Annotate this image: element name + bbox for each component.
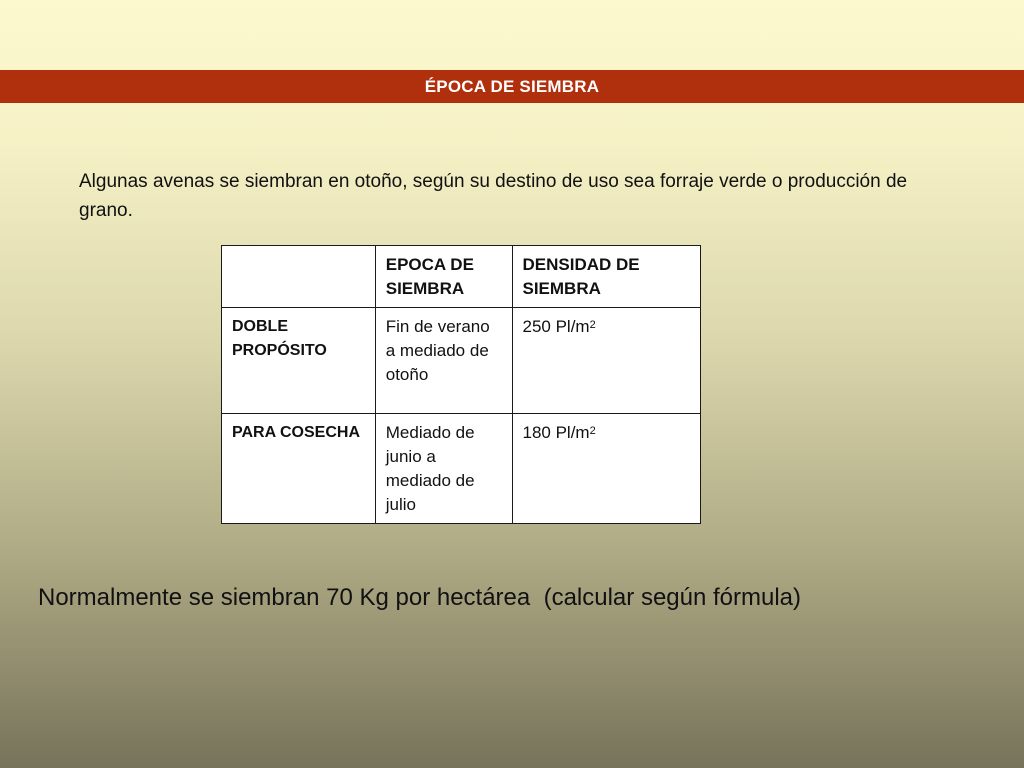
densidad-exponent: 2 [589, 319, 596, 331]
sowing-table [221, 245, 701, 524]
densidad-exponent: 2 [589, 425, 596, 437]
densidad-value: 180 Pl/m [522, 423, 590, 442]
row-label-para-cosecha: PARA COSECHA [222, 414, 376, 524]
row-label-doble-proposito: DOBLE PROPÓSITO [222, 308, 376, 414]
table-header-row [222, 246, 701, 308]
table-header-epoca: EPOCA DE SIEMBRA [375, 246, 512, 308]
cell-epoca-para-cosecha: Mediado de junio a mediado de julio [375, 414, 512, 524]
footer-note: Normalmente se siembran 70 Kg por hectárea (calcular según fórmula) [38, 584, 802, 611]
table-row [222, 308, 701, 414]
slide-title: ÉPOCA DE SIEMBRA [424, 76, 600, 96]
table-header-densidad: DENSIDAD DE SIEMBRA [512, 246, 701, 308]
cell-epoca-doble-proposito: Fin de verano a mediado de otoño [375, 308, 512, 414]
cell-densidad-doble-proposito [512, 308, 701, 414]
cell-densidad-para-cosecha [512, 414, 701, 524]
table-row [222, 414, 701, 524]
title-bar [0, 70, 1024, 103]
densidad-value: 250 Pl/m [522, 317, 590, 336]
table-header-empty [222, 246, 376, 308]
intro-paragraph: Algunas avenas se siembran en otoño, según su destino de uso sea forraje verde o producción de grano. [79, 171, 908, 221]
